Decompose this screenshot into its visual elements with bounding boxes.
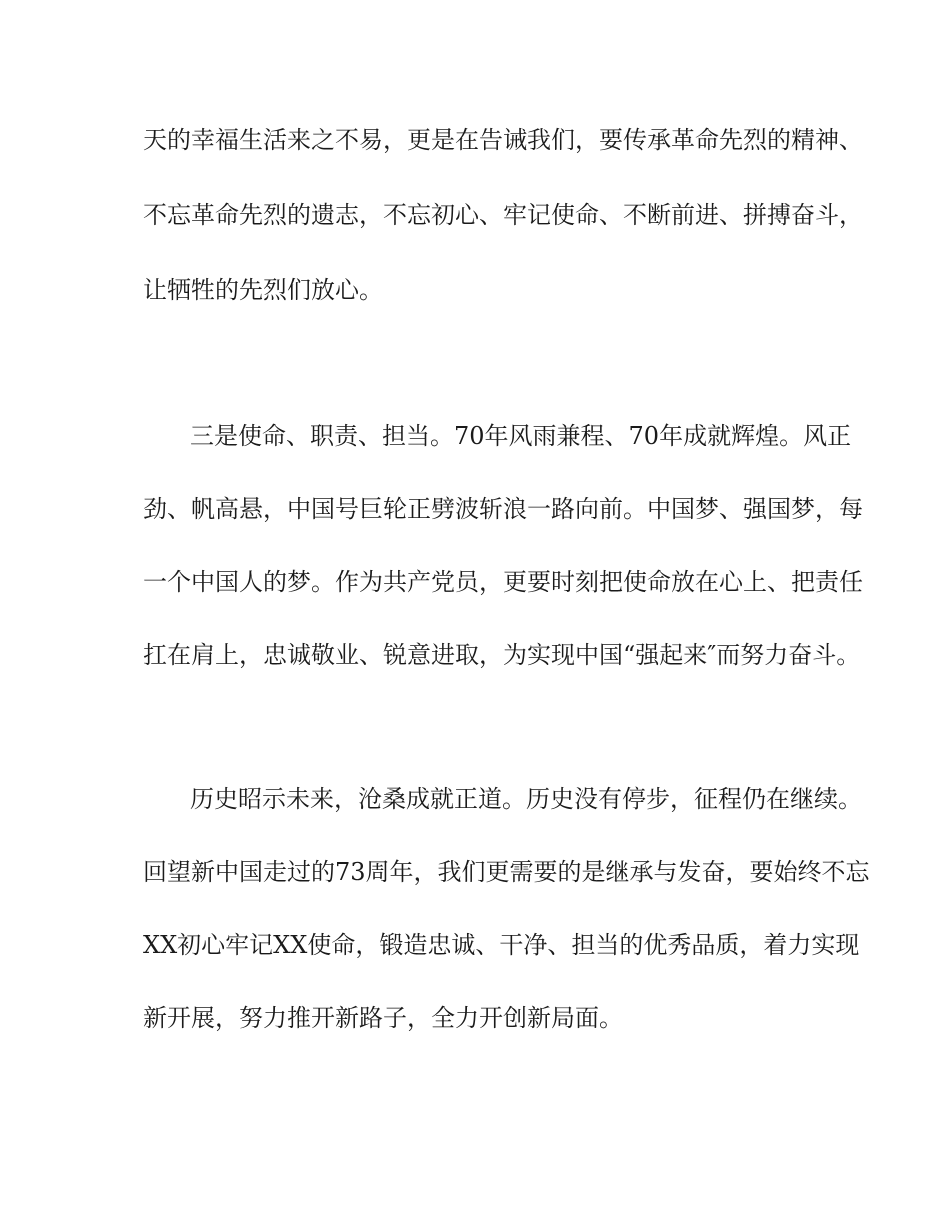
paragraph-1-line-2: 不忘革命先烈的遗志，不忘初心、牢记使命、不断前进、拼搏奋斗， [143, 201, 863, 229]
paragraph-3-line-1: 历史昭示未来，沧桑成就正道。历史没有停步，征程仍在继续。 [190, 785, 862, 813]
paragraph-3-line-4: 新开展，努力推开新路子，全力开创新局面。 [143, 1004, 623, 1032]
paragraph-3-line-3: XX初心牢记XX使命，锻造忠诚、干净、担当的优秀品质，着力实现 [143, 931, 860, 959]
paragraph-1-line-3: 让牺牲的先烈们放心。 [143, 276, 383, 304]
paragraph-3-line-2: 回望新中国走过的73周年，我们更需要的是继承与发奋，要始终不忘 [143, 858, 870, 886]
paragraph-2-line-1: 三是使命、职责、担当。70年风雨兼程、70年成就辉煌。风正 [190, 422, 852, 450]
paragraph-2-line-3: 一个中国人的梦。作为共产党员，更要时刻把使命放在心上、把责任 [143, 568, 863, 596]
paragraph-2-line-4: 扛在肩上，忠诚敬业、锐意进取，为实现中国“强起来″而努力奋斗。 [143, 641, 861, 669]
paragraph-1-line-1: 天的幸福生活来之不易，更是在告诫我们，要传承革命先烈的精神、 [143, 126, 863, 154]
paragraph-2-line-2: 劲、帆高悬，中国号巨轮正劈波斩浪一路向前。中国梦、强国梦，每 [143, 495, 863, 523]
